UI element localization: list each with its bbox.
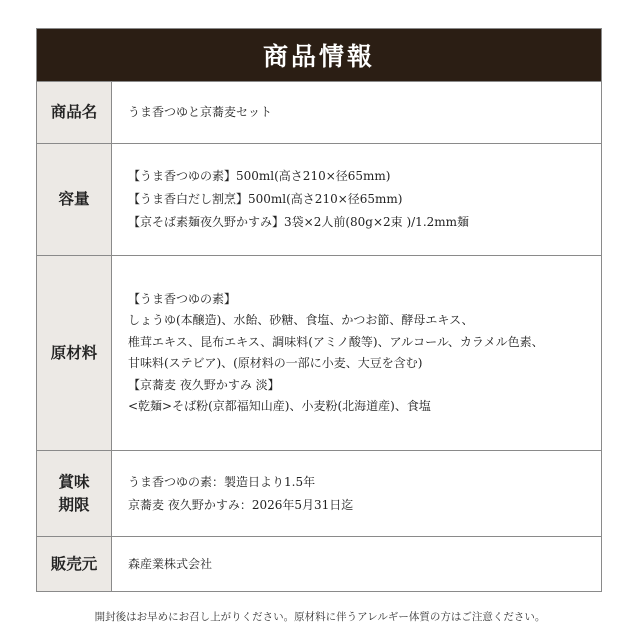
label-best-before-line: 期限 bbox=[58, 494, 90, 514]
best-before-line: うま香つゆの素：製造日より1.5年 bbox=[128, 474, 316, 489]
footer-note: 開封後はお早めにお召し上がりください。原材料に伴うアレルギー体質の方はご注意ください。 bbox=[94, 611, 546, 623]
ingredients-line: 椎茸エキス、昆布エキス、調味料(アミノ酸等)、アルコール、カラメル色素、 bbox=[128, 334, 544, 349]
row-seller bbox=[37, 536, 601, 591]
table-title: 商品情報 bbox=[37, 29, 601, 81]
capacity-line: 【うま香白だし割烹】500ml(高さ210×径65mm) bbox=[128, 192, 403, 206]
label-best-before-line: 賞味 bbox=[58, 472, 90, 492]
row-best-before bbox=[37, 450, 601, 536]
ingredients-line: 甘味料(ステビア)、(原材料の一部に小麦、大豆を含む) bbox=[128, 356, 423, 370]
row-product-name bbox=[37, 81, 601, 143]
ingredients-line: しょうゆ(本醸造)、水飴、砂糖、食塩、かつお節、酵母エキス、 bbox=[128, 313, 474, 327]
ingredients-line: 【京蕎麦 夜久野かすみ 淡】 bbox=[128, 377, 280, 392]
value-best-before bbox=[112, 451, 601, 536]
value-seller bbox=[112, 537, 601, 591]
ingredients-line: <乾麺>そば粉(京都福知山産)、小麦粉(北海道産)、食塩 bbox=[128, 399, 431, 413]
product-info-table bbox=[36, 28, 602, 592]
label-seller: 販売元 bbox=[37, 537, 112, 591]
best-before-line: 京蕎麦 夜久野かすみ：2026年5月31日迄 bbox=[128, 497, 354, 512]
seller-name: 森産業株式会社 bbox=[128, 556, 213, 571]
value-product-name bbox=[112, 82, 601, 143]
value-capacity bbox=[112, 144, 601, 255]
row-capacity bbox=[37, 143, 601, 255]
value-ingredients bbox=[112, 256, 601, 450]
product-name-text: うま香つゆと京蕎麦セット bbox=[128, 105, 273, 119]
capacity-line: 【うま香つゆの素】500ml(高さ210×径65mm) bbox=[128, 169, 391, 183]
label-capacity: 容量 bbox=[37, 144, 112, 255]
label-ingredients: 原材料 bbox=[37, 256, 112, 450]
label-best-before bbox=[37, 451, 112, 536]
label-product-name: 商品名 bbox=[37, 82, 112, 143]
ingredients-line: 【うま香つゆの素】 bbox=[128, 291, 237, 306]
capacity-line: 【京そば素麺夜久野かすみ】3袋×2人前(80g×2束 )/1.2mm麺 bbox=[128, 215, 470, 229]
row-ingredients bbox=[37, 255, 601, 450]
